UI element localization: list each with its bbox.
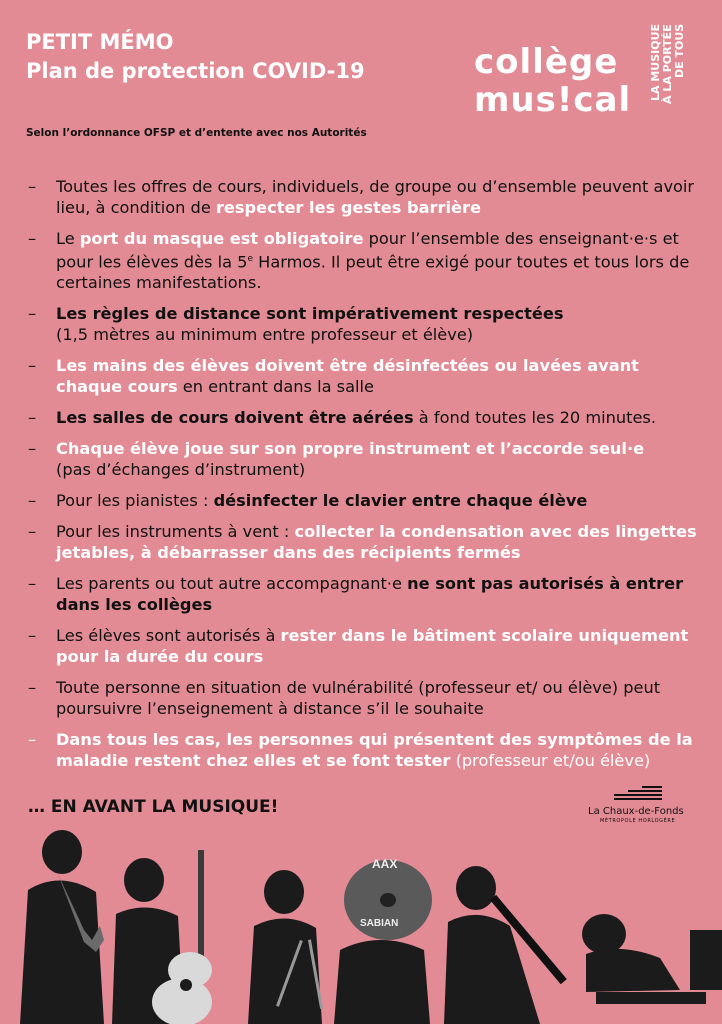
dash-icon: – — [28, 522, 37, 542]
rule-item: – Les élèves sont autorisés à rester dans le bâtiment scolaire uniquement pour la durée du cours — [28, 626, 689, 667]
title-line-1: PETIT MÉMO — [26, 30, 174, 54]
rule-item: – Les parents ou tout autre accompagnant·e ne sont pas autorisés à entrer dans les collèges — [28, 574, 684, 615]
rule-item: – Les salles de cours doivent être aérées à fond toutes les 20 minutes. — [28, 408, 656, 428]
rule-item: – Toutes les offres de cours, individuels, de groupe ou d’ensemble peuvent avoir lieu, à condition de respecter les gestes barrière — [28, 177, 695, 217]
rule-item: – Les règles de distance sont impérativement respectées (1,5 mètres au minimum entre professeur et élève) — [28, 304, 564, 345]
rule-item: – Le port du masque est obligatoire pour l’ensemble des enseignant·e·s et pour les élèves dès la 5e Harmos. Il peut être exigé pour toutes et tous lors de certaines manifestations. — [28, 229, 690, 293]
dash-icon: – — [28, 626, 37, 646]
title-line-2: Plan de protection COVID-19 — [26, 59, 365, 83]
subtitle: Selon l’ordonnance OFSP et d’entente avec nos Autorités — [26, 127, 367, 139]
cymbal-player-figure — [334, 857, 432, 1024]
logo-tagline: LA MUSIQUE À LA PORTÉE DE TOUS — [649, 24, 686, 104]
rule-item: – Dans tous les cas, les personnes qui présentent des symptômes de la maladie restent chez elles et se font tester (professeur et/ou élève) — [28, 730, 693, 771]
rule-item: – Les mains des élèves doivent être désinfectées ou lavées avant chaque cours en entrant dans la salle — [28, 356, 639, 397]
drumsticks-player-figure — [248, 870, 323, 1024]
musicians-photo-strip — [0, 830, 722, 1024]
footer-slogan: … EN AVANT LA MUSIQUE! — [28, 797, 279, 817]
la-chaux-de-fonds-logo — [588, 786, 698, 826]
guitar-player-figure — [112, 850, 212, 1024]
dash-icon: – — [28, 678, 37, 698]
logo-word-college: collège — [474, 42, 619, 82]
clarinet-player-figure — [444, 866, 567, 1024]
rule-item: – Pour les pianistes : désinfecter le clavier entre chaque élève — [28, 491, 588, 511]
dash-icon: – — [28, 356, 37, 376]
rule-item: – Pour les instruments à vent : collecter la condensation avec des lingettes jetables, à débarrasser dans des récipients fermés — [28, 522, 697, 563]
dash-icon: – — [28, 304, 37, 324]
city-name: La Chaux-de-Fonds — [588, 806, 684, 817]
dash-icon: – — [28, 408, 37, 428]
dash-icon: – — [28, 491, 37, 511]
dash-icon: – — [28, 177, 37, 196]
rules-list — [28, 176, 700, 781]
city-tagline: MÉTROPOLE HORLOGÈRE — [600, 818, 676, 824]
pianist-child-figure — [582, 914, 722, 1004]
dash-icon: – — [28, 439, 37, 459]
dash-icon: – — [28, 730, 37, 750]
cymbal-brand-sabian: SABIAN — [360, 918, 399, 929]
logo-word-musical: mus!cal — [474, 80, 632, 120]
cymbal-brand-aax: AAX — [372, 857, 398, 871]
city-stripes-icon — [614, 786, 662, 804]
rule-item: – Chaque élève joue sur son propre instrument et l’accorde seul·e (pas d’échanges d’instrument) — [28, 439, 645, 480]
page-title — [26, 28, 365, 86]
dash-icon: – — [28, 574, 37, 594]
saxophone-player-figure — [20, 830, 104, 1024]
college-musical-logo — [474, 24, 689, 124]
rule-item: – Toute personne en situation de vulnérabilité (professeur et/ ou élève) peut poursuivre l’enseignement à distance s’il le souhaite — [28, 678, 661, 719]
dash-icon: – — [28, 229, 37, 248]
